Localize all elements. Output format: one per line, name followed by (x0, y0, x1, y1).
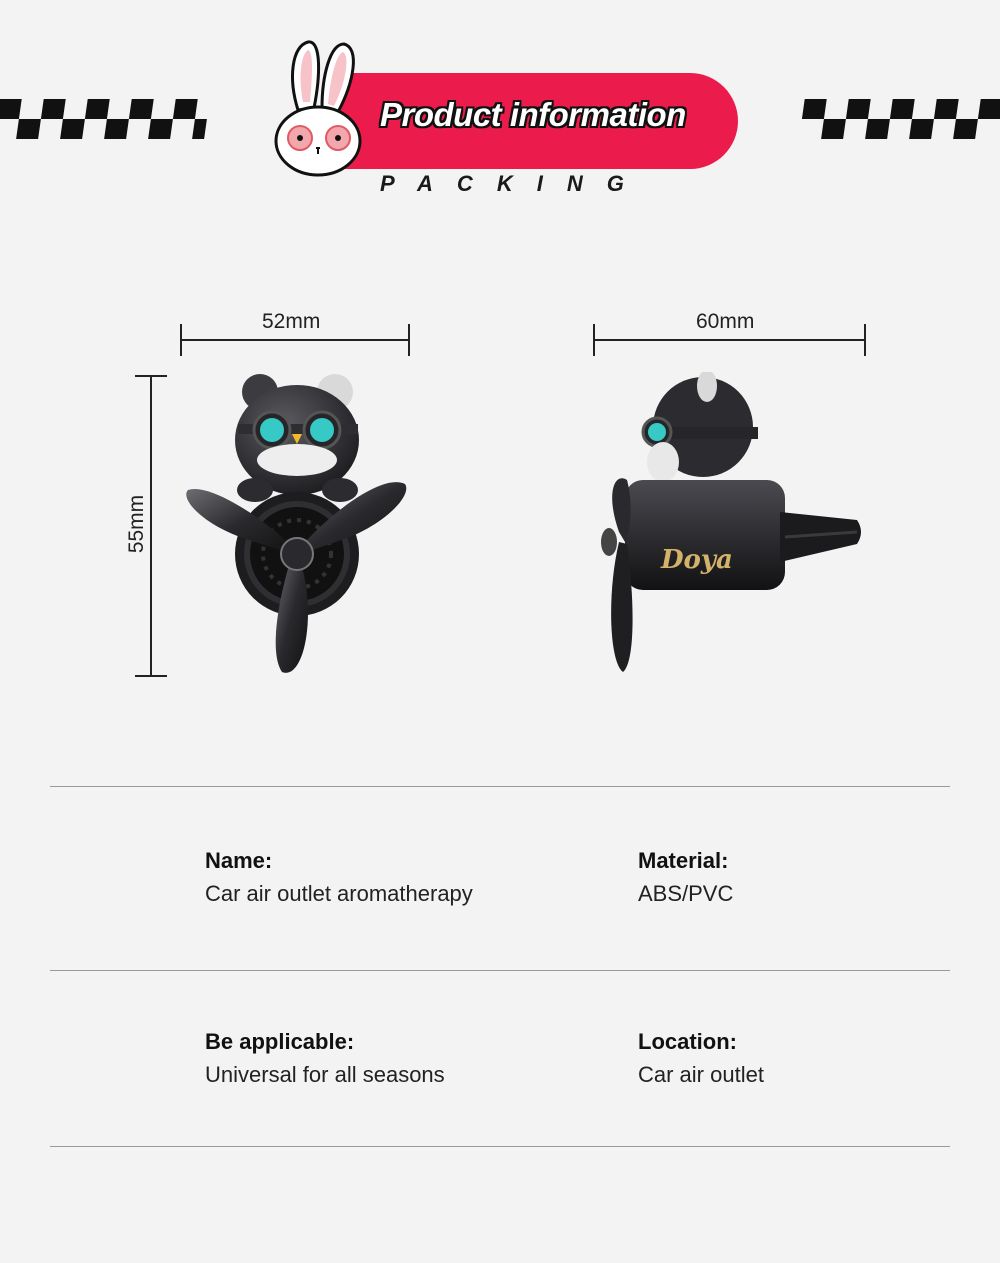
product-side-view (595, 372, 870, 682)
brand-logo: Doya (661, 545, 733, 575)
location-value: Car air outlet (638, 1062, 764, 1087)
location-label: Location: (638, 1029, 737, 1054)
applicable-label: Be applicable: (205, 1029, 355, 1054)
front-width-label: 52mm (262, 310, 321, 333)
side-width-label: 60mm (696, 310, 755, 333)
applicable-value: Universal for all seasons (205, 1062, 445, 1087)
name-label: Name: (205, 848, 273, 873)
material-label: Material: (638, 848, 729, 873)
name-value: Car air outlet aromatherapy (205, 881, 473, 906)
divider-middle (50, 970, 950, 971)
material-value: ABS/PVC (638, 881, 734, 906)
page-subtitle: PACKING (380, 171, 648, 196)
height-label: 55mm (125, 494, 149, 554)
page-title: Product information (380, 96, 686, 133)
divider-bottom (50, 1146, 950, 1147)
divider-top (50, 786, 950, 787)
product-front-view (180, 372, 415, 682)
